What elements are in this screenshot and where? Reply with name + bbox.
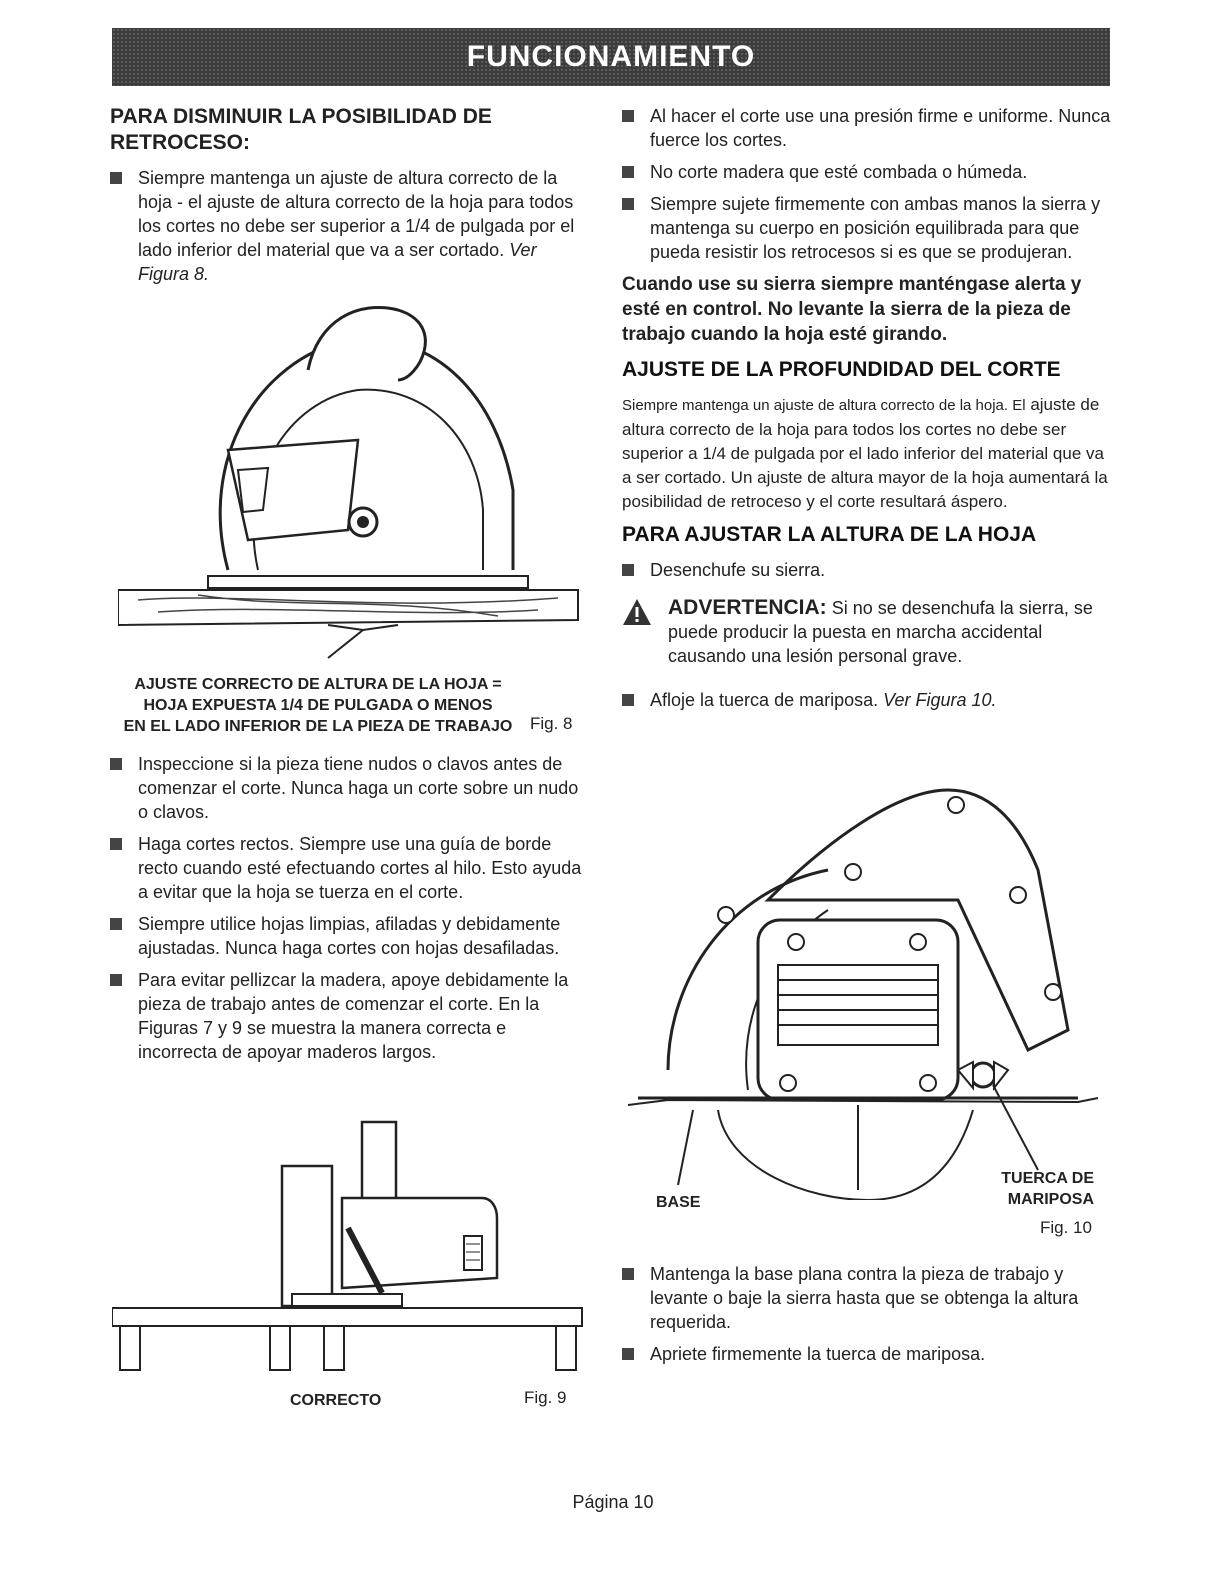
bullet-square-icon [622,198,634,210]
bullet-square-icon [110,974,122,986]
fig8-caption-line: HOJA EXPUESTA 1/4 DE PULGADA O MENOS [143,697,493,714]
warning-word: ADVERTENCIA: [668,596,827,619]
warning-triangle-icon [622,598,652,626]
depth-text-small: Siempre mantenga un ajuste de altura correcto de la hoja. El [622,397,1026,414]
fig9-label: Fig. 9 [524,1388,567,1407]
bullet-knots [110,752,590,824]
bullet-square-icon [110,172,122,184]
bullet-square-icon [110,918,122,930]
section-title: FUNCIONAMIENTO [466,40,756,73]
bullet-blade-height [110,166,590,286]
fig10-base-label: BASE [656,1194,701,1211]
fig8-label: Fig. 8 [530,714,573,733]
depth-paragraph [622,393,1112,514]
bullet-text: Desenchufe su sierra. [650,560,826,580]
bullet-text: Siempre utilice hojas limpias, afiladas y debidamente ajustadas. Nunca haga cortes con hojas desafiladas. [138,914,561,958]
bullet-text: Haga cortes rectos. Siempre use una guía de borde recto cuando esté efectuando cortes al hilo. Esto ayuda a evitar que la hoja se tuerza en el corte. [138,834,582,902]
bullet-text: Apriete firmemente la tuerca de mariposa. [650,1344,986,1364]
bullet-text: No corte madera que esté combada o húmeda. [650,162,1028,182]
bullet-square-icon [622,564,634,576]
figure-10-wing-nut-illustration [628,780,1108,1200]
right-column [622,104,1112,720]
bullet-square-icon [110,838,122,850]
alert-paragraph: Cuando use su sierra siempre manténgase alerta y esté en control. No levante la sierra de la pieza de trabajo cuando la hoja esté girando. [622,274,1082,345]
bullet-firm-pressure [622,104,1112,152]
bullet-square-icon [622,1268,634,1280]
bullet-warped-wood [622,160,1112,184]
bullet-square-icon [622,166,634,178]
fig9-caption: CORRECTO [290,1392,382,1409]
figure-reference: Ver Figura 8. [138,240,537,284]
depth-heading: AJUSTE DE LA PROFUNDIDAD DEL CORTE [622,358,1061,381]
bullet-base-flat [622,1262,1112,1334]
section-header-bar [112,28,1110,86]
fig10-label: Fig. 10 [1040,1218,1092,1237]
bullet-both-hands [622,192,1112,264]
warning-text: Si no se desenchufa la sierra, se puede producir la puesta en marcha accidental causando una lesión personal grave. [668,598,1093,666]
bullet-support-workpiece [110,968,590,1064]
figure-8-caption [108,674,528,737]
bullet-text: Al hacer el corte use una presión firme e uniforme. Nunca fuerce los cortes. [650,106,1111,150]
bullet-loosen-nut [622,688,1112,712]
figure-reference: Ver Figura 10. [883,690,997,710]
kickback-heading: PARA DISMINUIR LA POSIBILIDAD DE RETROCESO: [110,105,492,154]
bullet-straight-cuts [110,832,590,904]
bullet-square-icon [622,110,634,122]
left-column [110,104,590,294]
fig8-caption-line: EN EL LADO INFERIOR DE LA PIEZA DE TRABAJO [123,718,513,735]
bullet-unplug [622,558,1112,582]
fig8-caption-line: AJUSTE CORRECTO DE ALTURA DE LA HOJA = [134,676,502,693]
fig10-nut-line: MARIPOSA [1007,1191,1094,1208]
bullet-square-icon [622,1348,634,1360]
bullet-text: Para evitar pellizcar la madera, apoye debidamente la pieza de trabajo antes de comenzar el corte. En la Figuras 7 y 9 se muestra la manera correcta e incorrecta de apoyar maderos largos. [138,970,569,1062]
page-number: Página 10 [572,1492,654,1512]
warning-block [622,596,1112,668]
left-bullets [110,752,590,1072]
bullet-text: Mantenga la base plana contra la pieza de trabajo y levante o baje la sierra hasta que se obtenga la altura requerida. [650,1264,1079,1332]
bullet-square-icon [622,694,634,706]
bullet-text: Inspeccione si la pieza tiene nudos o clavos antes de comenzar el corte. Nunca haga un corte sobre un nudo o clavos. [138,754,579,822]
bullet-square-icon [110,758,122,770]
figure-8-saw-illustration [118,300,588,660]
figure-9-support-illustration [112,1118,588,1378]
bullet-text: Afloje la tuerca de mariposa. [650,690,879,710]
depth-text: ajuste de altura correcto de la hoja para todos los cortes no debe ser superior a 1/4 de pulgada por el lado inferior del material que va a ser cortado. Un ajuste de altura mayor de la hoja aumentará la posibilidad de retroceso y el corte resultará áspero. [622,395,1108,511]
bullet-text: Siempre mantenga un ajuste de altura correcto de la hoja - el ajuste de altura correcto de la hoja para todos los cortes no debe ser superior a 1/4 de pulgada por el lado inferior del material que va a ser cortado. [138,168,575,260]
fig10-nut-line: TUERCA DE [1001,1170,1094,1187]
bullet-text: Siempre sujete firmemente con ambas manos la sierra y mantenga su cuerpo en posición equilibrada para que pueda resistir los retrocesos si es que se produjeran. [650,194,1101,262]
bullet-sharp-blades [110,912,590,960]
fig10-nut-label [990,1168,1094,1210]
bullet-tighten-nut [622,1342,1112,1366]
right-bullets-bottom [622,1262,1112,1374]
height-heading: PARA AJUSTAR LA ALTURA DE LA HOJA [622,523,1037,546]
